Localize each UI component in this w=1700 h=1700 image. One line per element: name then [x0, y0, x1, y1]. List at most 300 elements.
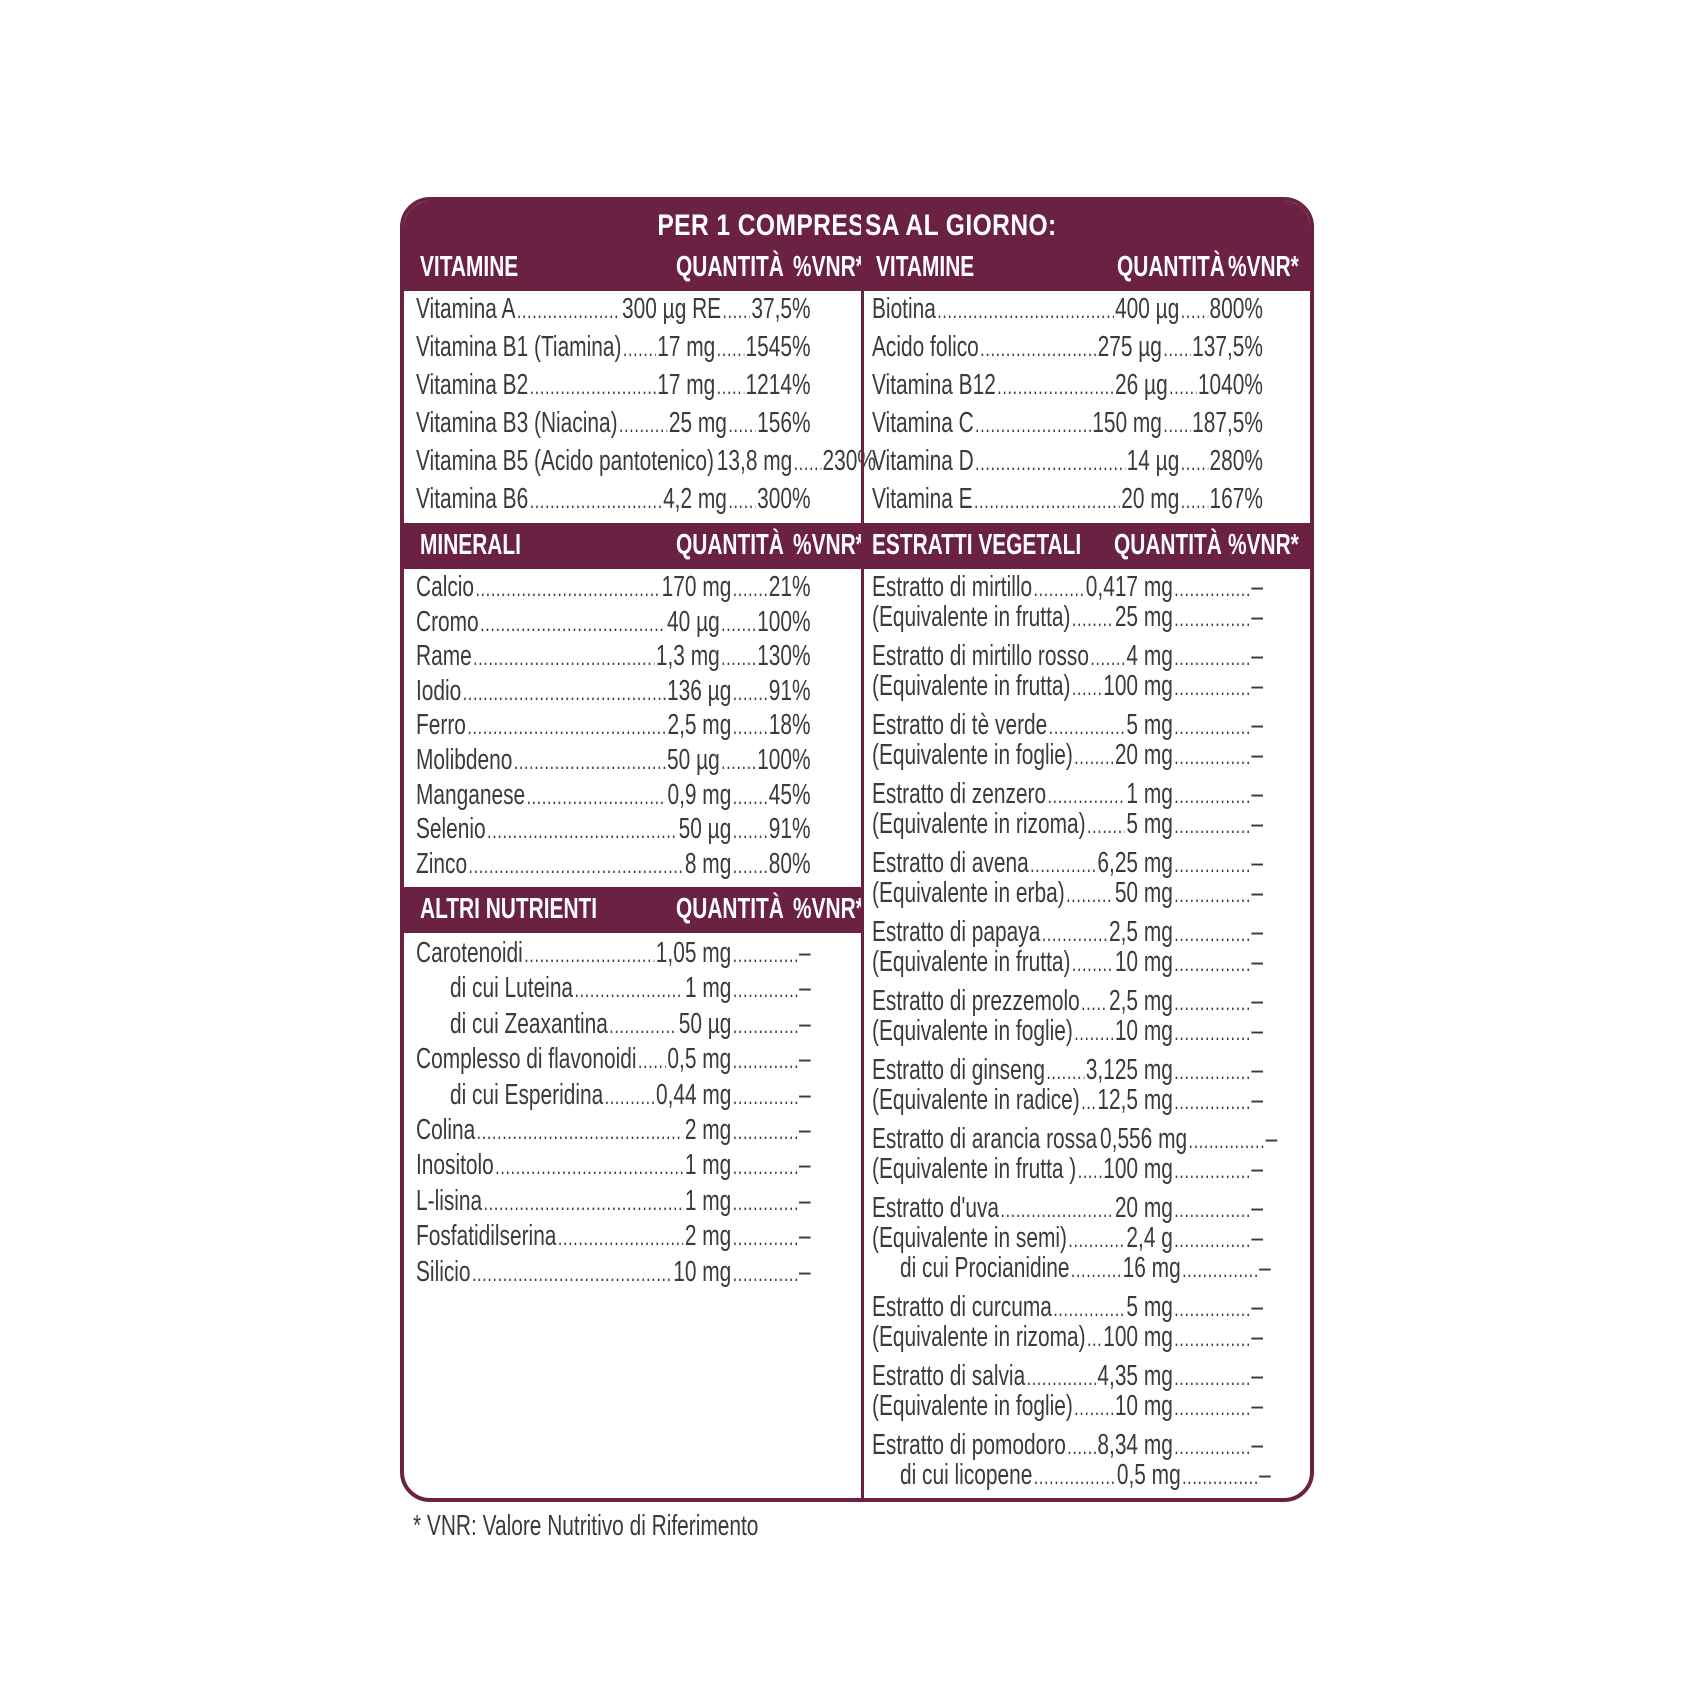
leader-dots [721, 607, 756, 641]
table-row [864, 1428, 1310, 1462]
row-name: Acido folico [872, 331, 979, 363]
leader-dots [1074, 1391, 1113, 1425]
leader-dots [1078, 1154, 1102, 1188]
row-vnr: – [1265, 1123, 1278, 1155]
leader-dots [794, 446, 821, 480]
table-row [864, 1389, 1310, 1423]
row-name: (Equivalente in frutta) [872, 670, 1071, 702]
row-name: Rame [416, 640, 472, 673]
table-row [864, 945, 1310, 979]
row-text [872, 876, 1263, 912]
altri-header [404, 887, 864, 933]
leader-dots [733, 572, 768, 606]
row-quantity: 275 µg [1097, 331, 1162, 363]
row-vnr: – [1251, 877, 1263, 909]
row-text [416, 674, 811, 710]
header-vnr: %VNR* [793, 893, 864, 925]
leader-dots [469, 849, 684, 883]
row-name: Vitamina E [872, 483, 973, 515]
leader-dots [1072, 671, 1102, 705]
row-vnr: – [1251, 847, 1263, 879]
table-row [864, 669, 1310, 703]
row-quantity: 10 mg [1114, 1390, 1173, 1422]
row-vnr: – [1251, 670, 1263, 702]
row-text [872, 406, 1263, 442]
table-row [404, 292, 861, 326]
leader-dots [1174, 1085, 1250, 1119]
leader-dots [733, 1186, 798, 1220]
table-row [864, 570, 1310, 604]
leader-dots [1169, 370, 1196, 404]
leader-dots [733, 1080, 798, 1114]
row-quantity: 6,25 mg [1097, 847, 1173, 879]
header-vnr: %VNR* [793, 251, 864, 283]
row-quantity: 12,5 mg [1097, 1084, 1173, 1116]
row-quantity: 20 mg [1114, 739, 1173, 771]
row-quantity: 2,5 mg [1109, 916, 1173, 948]
row-quantity: 5 mg [1126, 1291, 1173, 1323]
leader-dots [1034, 1460, 1116, 1494]
row-name: Selenio [416, 813, 486, 846]
row-vnr: 137,5% [1192, 331, 1263, 363]
table-row [864, 1221, 1310, 1255]
leader-dots [733, 973, 798, 1007]
row-quantity: 2,5 mg [1109, 985, 1173, 1017]
table-row [864, 1152, 1310, 1186]
leader-dots [733, 814, 768, 848]
row-text [900, 1458, 1271, 1494]
row-quantity: 2 mg [684, 1220, 732, 1253]
leader-dots [723, 294, 750, 328]
row-text [416, 778, 811, 814]
row-name: Fosfatidilserina [416, 1220, 557, 1253]
table-row [864, 482, 1310, 516]
row-name: (Equivalente in foglie) [872, 739, 1073, 771]
row-vnr: – [798, 1114, 811, 1146]
leader-dots [1081, 1085, 1096, 1119]
leader-dots [524, 938, 654, 972]
row-vnr: 800% [1209, 293, 1263, 325]
row-quantity: 150 mg [1092, 407, 1162, 439]
row-vnr: – [1251, 1390, 1263, 1422]
table-row [864, 915, 1310, 949]
leader-dots [733, 1257, 798, 1291]
row-text [872, 1320, 1263, 1356]
row-vnr: – [1251, 640, 1263, 672]
row-name: Iodio [416, 674, 462, 707]
row-quantity: 25 mg [668, 407, 727, 439]
table-row [864, 807, 1310, 841]
table-row [404, 1148, 861, 1182]
leader-dots [1087, 1322, 1102, 1356]
table-row [864, 1122, 1310, 1156]
row-vnr: – [798, 1184, 811, 1217]
row-name: di cui Luteina [450, 972, 574, 1005]
row-vnr: 80% [768, 847, 811, 880]
leader-dots [728, 408, 755, 442]
row-text [416, 1184, 811, 1220]
row-name: Cromo [416, 605, 479, 638]
row-vnr: – [799, 1078, 811, 1111]
row-name: Estratto d'uva [872, 1192, 1000, 1224]
row-vnr: – [1251, 1054, 1263, 1086]
row-name: (Equivalente in radice) [872, 1084, 1080, 1116]
table-row [864, 876, 1310, 910]
row-quantity: 26 µg [1115, 369, 1168, 401]
right-column [861, 201, 1310, 1498]
row-text [450, 1007, 811, 1043]
row-name: Vitamina B12 [872, 369, 996, 401]
row-quantity: 0,44 mg [655, 1078, 732, 1111]
leader-dots [980, 332, 1096, 366]
table-row [864, 600, 1310, 634]
row-vnr: – [1259, 1252, 1271, 1284]
row-text [416, 847, 811, 883]
leader-dots [733, 1150, 798, 1184]
table-row [404, 605, 861, 639]
leader-dots [1174, 671, 1250, 705]
leader-dots [527, 780, 666, 814]
row-vnr: – [1251, 1321, 1263, 1353]
row-vnr: – [798, 1149, 811, 1182]
row-name: Complesso di flavonoidi [416, 1043, 637, 1076]
table-row [864, 846, 1310, 880]
table-row [404, 1255, 861, 1289]
row-name: L-lisina [416, 1184, 483, 1217]
row-name: Estratto di mirtillo [872, 571, 1033, 603]
row-vnr: – [799, 1007, 811, 1040]
row-quantity: 136 µg [667, 674, 732, 707]
row-quantity: 17 mg [657, 331, 716, 363]
row-text [872, 945, 1263, 981]
row-text [872, 330, 1263, 366]
row-text [416, 743, 811, 779]
row-vnr: 280% [1209, 445, 1263, 477]
row-name: Vitamina C [872, 407, 974, 439]
row-text [872, 1014, 1263, 1050]
row-vnr: 130% [757, 640, 811, 673]
row-text [872, 669, 1263, 705]
leader-dots [609, 1009, 677, 1043]
row-quantity: 8 mg [684, 847, 732, 880]
leader-dots [477, 1115, 684, 1149]
row-text [416, 570, 811, 606]
leader-dots [574, 973, 683, 1007]
row-name: Manganese [416, 778, 526, 811]
leader-dots [1182, 1460, 1258, 1494]
row-quantity: 100 mg [1103, 1321, 1173, 1353]
row-quantity: 1 mg [1126, 778, 1173, 810]
row-vnr: 187,5% [1192, 407, 1263, 439]
left-column [404, 201, 876, 1498]
table-row [404, 1042, 861, 1076]
row-quantity: 400 µg [1115, 293, 1180, 325]
leader-dots [1181, 484, 1208, 518]
leader-dots [1174, 602, 1250, 636]
leader-dots [721, 745, 756, 779]
header-qty: QUANTITÀ [676, 251, 784, 283]
footnote: * VNR: Valore Nutritivo di Riferimento [413, 1510, 759, 1542]
row-name: Estratto di tè verde [872, 709, 1048, 741]
table-row [404, 330, 861, 364]
row-quantity: 16 mg [1122, 1252, 1181, 1284]
leader-dots [733, 938, 798, 972]
row-text [872, 1389, 1263, 1425]
row-quantity: 4,35 mg [1097, 1360, 1173, 1392]
leader-dots [997, 370, 1113, 404]
row-name: di cui Esperidina [450, 1078, 604, 1111]
header-qty: QUANTITÀ [1117, 251, 1225, 283]
row-text [872, 1083, 1263, 1119]
row-quantity: 40 µg [667, 605, 720, 638]
leader-dots [728, 484, 755, 518]
leader-dots [1074, 1016, 1113, 1050]
row-vnr: – [798, 937, 811, 969]
leader-dots [495, 1150, 683, 1184]
row-text [416, 368, 811, 404]
row-quantity: 4,2 mg [663, 483, 727, 515]
row-quantity: 1,3 mg [655, 640, 720, 673]
row-name: Vitamina B6 [416, 483, 529, 515]
row-text [416, 1219, 811, 1255]
row-name: Vitamina D [872, 445, 974, 477]
header-qty: QUANTITÀ [676, 893, 784, 925]
row-quantity: 170 mg [661, 571, 732, 603]
row-text [872, 807, 1263, 843]
row-quantity: 2 mg [684, 1114, 732, 1146]
row-vnr: – [1251, 985, 1263, 1017]
row-quantity: 10 mg [1114, 1015, 1173, 1047]
row-text [416, 639, 811, 675]
row-vnr: 230% [822, 445, 876, 477]
leader-dots [484, 1186, 684, 1220]
row-quantity: 5 mg [1126, 709, 1173, 741]
table-row [404, 1219, 861, 1253]
row-name: (Equivalente in rizoma) [872, 1321, 1086, 1353]
row-vnr: – [799, 972, 811, 1005]
row-vnr: – [1251, 1222, 1263, 1254]
row-name: Vitamina B1 (Tiamina) [416, 331, 622, 363]
leader-dots [638, 1044, 666, 1078]
header-name: VITAMINE [420, 251, 519, 283]
leader-dots [1174, 1391, 1250, 1425]
row-name: di cui Zeaxantina [450, 1007, 608, 1040]
leader-dots [472, 1257, 672, 1291]
row-name: Ferro [416, 709, 466, 742]
row-vnr: 300% [757, 483, 811, 515]
table-row [404, 444, 876, 478]
row-vnr: – [1251, 571, 1263, 603]
table-row [864, 1290, 1310, 1324]
row-text [416, 708, 811, 744]
row-text [872, 738, 1263, 774]
row-name: Estratto di zenzero [872, 778, 1047, 810]
leader-dots [558, 1221, 684, 1255]
row-name: (Equivalente in semi) [872, 1222, 1067, 1254]
table-row [864, 1053, 1310, 1087]
row-text [416, 1148, 811, 1184]
row-vnr: – [1251, 1291, 1263, 1323]
leader-dots [1072, 947, 1113, 981]
row-quantity: 100 mg [1103, 670, 1173, 702]
row-vnr: – [1251, 1429, 1263, 1461]
row-vnr: 37,5% [751, 293, 811, 325]
table-row [864, 292, 1310, 326]
row-quantity: 50 µg [678, 813, 732, 846]
row-name: di cui licopene [900, 1459, 1033, 1491]
table-row [864, 1359, 1310, 1393]
leader-dots [1072, 602, 1113, 636]
row-vnr: – [1259, 1459, 1271, 1491]
leader-dots [717, 332, 744, 366]
leader-dots [1181, 294, 1208, 328]
table-row [404, 368, 861, 402]
table-row [404, 674, 861, 708]
table-row [404, 743, 861, 777]
table-row [404, 971, 861, 1005]
row-text [450, 971, 811, 1007]
leader-dots [475, 572, 660, 606]
row-name: Estratto di curcuma [872, 1291, 1052, 1323]
table-row [404, 1007, 861, 1041]
header-vnr: %VNR* [1228, 529, 1299, 561]
row-vnr: – [1251, 808, 1263, 840]
table-row [864, 368, 1310, 402]
row-vnr: 1040% [1197, 369, 1263, 401]
table-row [864, 1458, 1310, 1492]
row-quantity: 1 mg [684, 1184, 732, 1217]
table-row [864, 444, 1310, 478]
row-text [416, 482, 811, 518]
row-vnr: 100% [757, 744, 811, 776]
row-text [416, 1042, 811, 1078]
vitamine-right-header [864, 245, 1310, 291]
row-quantity: 0,417 mg [1085, 571, 1173, 603]
leader-dots [1071, 1253, 1121, 1287]
row-vnr: – [1251, 1192, 1263, 1224]
row-quantity: 10 mg [673, 1255, 732, 1288]
row-name: Estratto di mirtillo rosso [872, 640, 1089, 672]
table-row [404, 406, 861, 440]
table-row [864, 406, 1310, 440]
row-text [450, 1078, 811, 1114]
row-quantity: 50 µg [667, 744, 720, 776]
leader-dots [1174, 809, 1250, 843]
vitamine-left-header [404, 245, 864, 291]
table-row [864, 1014, 1310, 1048]
row-name: Estratto di salvia [872, 1360, 1026, 1392]
leader-dots [1174, 1322, 1250, 1356]
row-text [872, 444, 1263, 480]
row-vnr: – [1251, 1153, 1263, 1185]
header-qty: QUANTITÀ [676, 529, 784, 561]
row-quantity: 14 µg [1126, 445, 1180, 477]
leader-dots [530, 484, 662, 518]
table-row [404, 708, 861, 742]
row-name: Estratto di pomodoro [872, 1429, 1066, 1461]
leader-dots [463, 676, 666, 710]
leader-dots [733, 710, 768, 744]
header-name: ALTRI NUTRIENTI [420, 893, 598, 925]
table-row [864, 1320, 1310, 1354]
leader-dots [517, 294, 621, 328]
row-text [416, 1255, 811, 1291]
row-name: (Equivalente in frutta) [872, 946, 1071, 978]
row-quantity: 25 mg [1114, 601, 1173, 633]
header-name: ESTRATTI VEGETALI [872, 529, 1082, 561]
row-name: Estratto di avena [872, 847, 1029, 879]
header-vnr: %VNR* [793, 529, 864, 561]
leader-dots [1174, 1016, 1250, 1050]
leader-dots [487, 814, 677, 848]
row-text [416, 330, 811, 366]
row-text [416, 936, 811, 972]
header-vnr: %VNR* [1228, 251, 1299, 283]
row-quantity: 100 mg [1103, 1153, 1173, 1185]
row-quantity: 0,556 mg [1100, 1123, 1188, 1155]
row-quantity: 50 µg [678, 1007, 732, 1040]
row-name: Estratto di papaya [872, 916, 1041, 948]
row-text [416, 406, 811, 442]
row-text [416, 444, 876, 480]
leader-dots [467, 710, 666, 744]
row-text [872, 1152, 1263, 1188]
leader-dots [1174, 1154, 1250, 1188]
header-name: MINERALI [420, 529, 521, 561]
row-name: Vitamina B5 (Acido pantotenico) [416, 445, 714, 477]
leader-dots [717, 370, 744, 404]
leader-dots [1174, 740, 1250, 774]
row-text [900, 1251, 1271, 1287]
row-vnr: – [1251, 946, 1263, 978]
table-row [864, 984, 1310, 1018]
leader-dots [733, 849, 768, 883]
row-vnr: 1214% [745, 369, 811, 401]
row-name: Inositolo [416, 1149, 494, 1182]
table-row [864, 1191, 1310, 1225]
leader-dots [975, 408, 1091, 442]
row-quantity: 1 mg [684, 972, 732, 1005]
table-row [404, 1078, 861, 1112]
table-row [404, 847, 861, 881]
row-text [872, 482, 1263, 518]
row-name: (Equivalente in frutta ) [872, 1153, 1077, 1185]
row-name: Zinco [416, 847, 468, 880]
row-quantity: 0,5 mg [667, 1043, 732, 1076]
leader-dots [975, 446, 1125, 480]
row-vnr: 18% [768, 709, 811, 742]
leader-dots [937, 294, 1113, 328]
row-name: Molibdeno [416, 744, 513, 776]
row-quantity: 20 mg [1121, 483, 1180, 515]
row-name: Estratto di arancia rossa [872, 1123, 1098, 1155]
row-quantity: 10 mg [1114, 946, 1173, 978]
row-vnr: – [798, 1043, 811, 1076]
leader-dots [480, 607, 666, 641]
page-title: PER 1 COMPRESSA AL GIORNO: [657, 209, 1057, 242]
leader-dots [733, 676, 768, 710]
table-row [404, 936, 861, 970]
row-vnr: – [1251, 1360, 1263, 1392]
table-row [864, 708, 1310, 742]
leader-dots [1182, 1253, 1258, 1287]
row-quantity: 300 µg RE [622, 293, 722, 325]
row-name: (Equivalente in foglie) [872, 1390, 1073, 1422]
leader-dots [619, 408, 667, 442]
row-vnr: 21% [768, 571, 811, 603]
row-quantity: 0,9 mg [667, 778, 732, 811]
table-row [404, 482, 861, 516]
